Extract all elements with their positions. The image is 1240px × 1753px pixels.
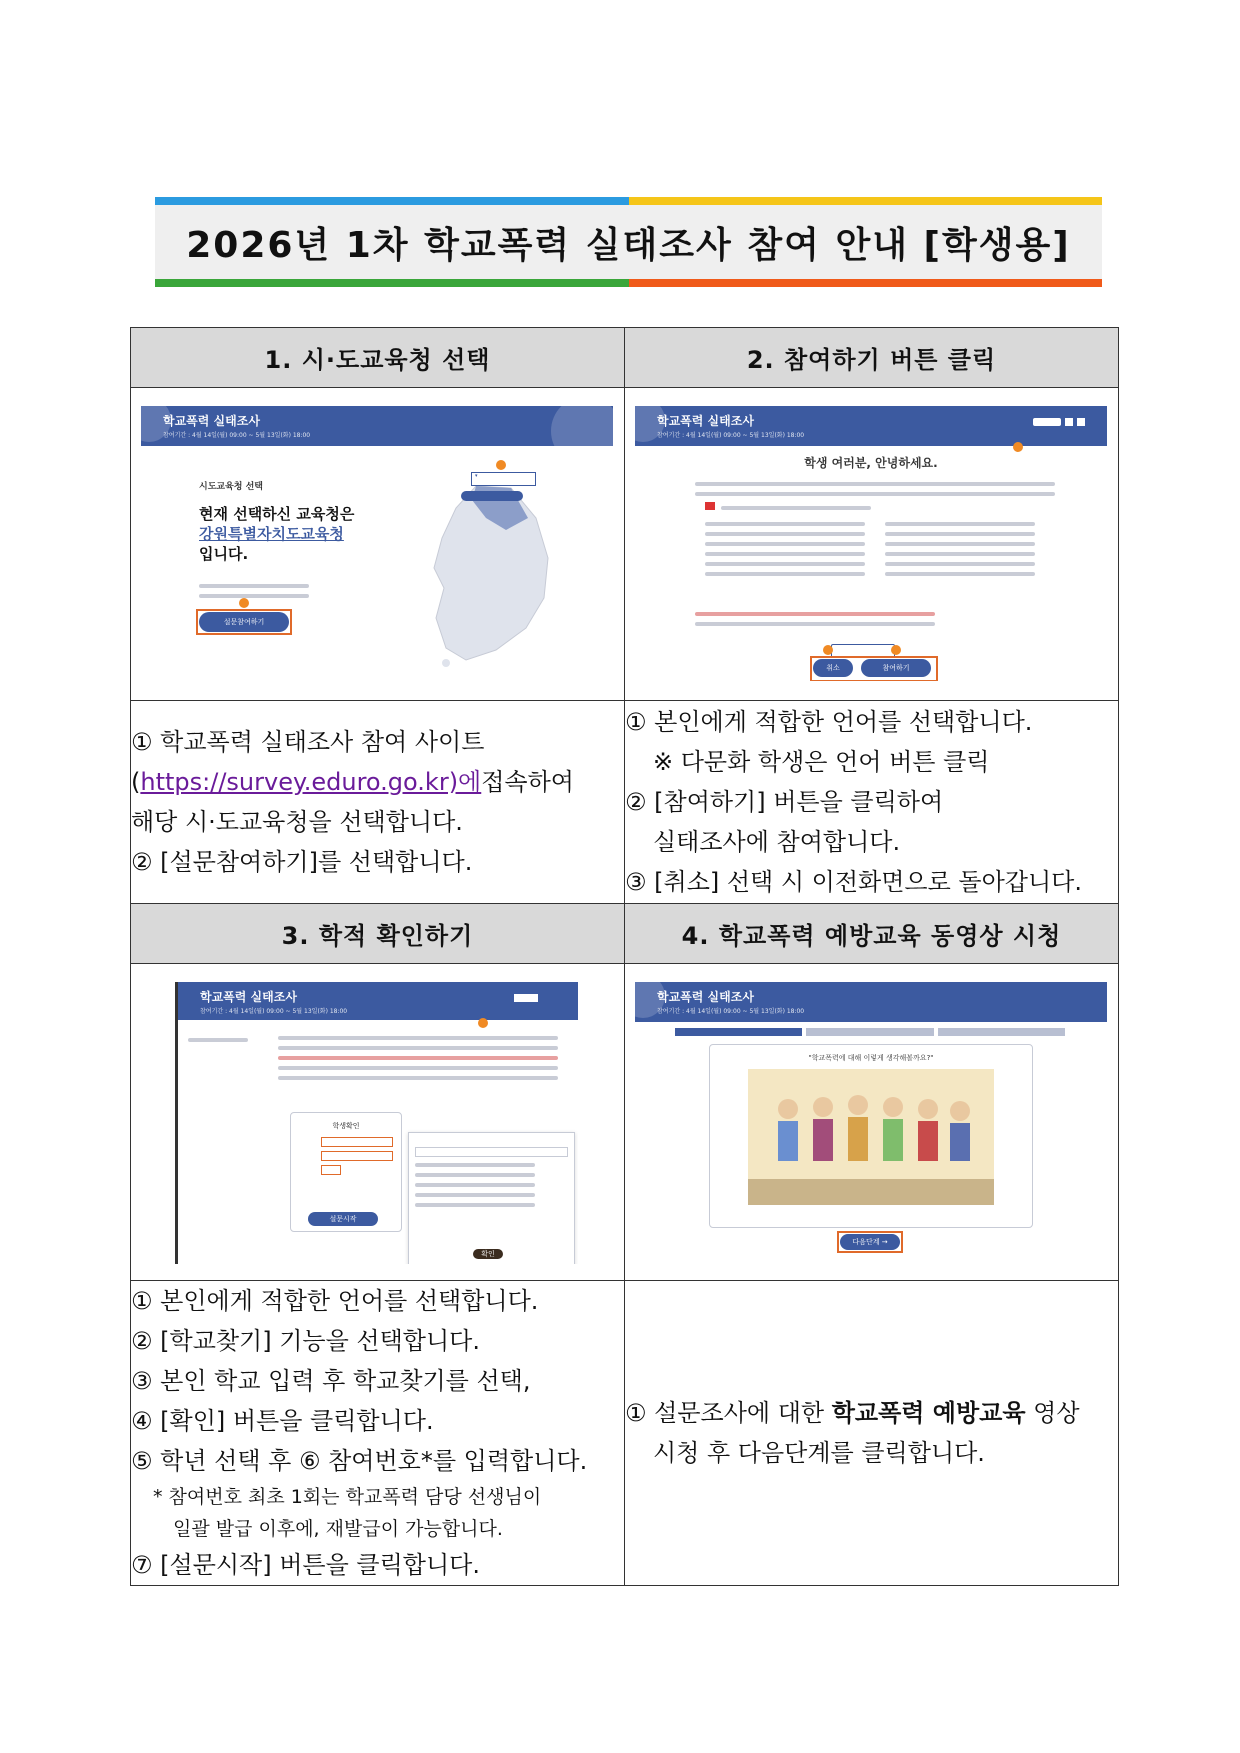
- desc2-line5: ③ [취소] 선택 시 이전화면으로 돌아갑니다.: [625, 868, 1082, 896]
- s1-big-line2: 강원특별자치도교육청: [199, 525, 344, 543]
- desc1-line4: ② [설문참여하기]를 선택합니다.: [131, 848, 473, 876]
- step1-mock-page: 학교폭력 실태조사 참여기간 : 4월 14일(월) 09:00 ~ 5월 13일(화) 18:00 시도교육청 선택 현재 선택하신 교육청은 강원특별자치도교육청 입니다. 설문참여하기 ▾: [141, 406, 613, 681]
- desc3-line3: ③ 본인 학교 입력 후 학교찾기를 선택,: [131, 1367, 531, 1395]
- korea-map-icon: [416, 478, 556, 668]
- desc4-bold: 학교폭력 예방교육: [831, 1399, 1026, 1427]
- step4-screenshot: [625, 964, 1119, 1281]
- banner-bottom-stripe: [155, 279, 1102, 287]
- desc2-line4: 실태조사에 참여합니다.: [653, 828, 901, 856]
- desc1-line1: ① 학교폭력 실태조사 참여 사이트: [131, 728, 485, 756]
- desc3-note1: * 참여번호 최초 1회는 학교폭력 담당 선생님이: [153, 1486, 542, 1508]
- s1-big-line1: 현재 선택하신 교육청은: [199, 505, 355, 523]
- desc1-paren: (: [131, 768, 141, 796]
- s2-participate-button[interactable]: 참여하기: [861, 659, 931, 677]
- step3-screenshot: [131, 964, 625, 1281]
- desc3-line5: ⑤ 학년 선택 후 ⑥ 참여번호*를 입력합니다.: [131, 1447, 588, 1475]
- desc2-line1: ① 본인에게 적합한 언어를 선택합니다.: [625, 708, 1033, 736]
- page-title: 2026년 1차 학교폭력 실태조사 참여 안내 [학생용]: [155, 205, 1102, 279]
- s1-big-line3: 입니다.: [199, 545, 249, 563]
- mock-site-title: 학교폭력 실태조사: [163, 414, 260, 428]
- step1-screenshot: [131, 388, 625, 701]
- s4-next-step-button[interactable]: 다음단계 →: [840, 1234, 900, 1250]
- s3-confirm-button[interactable]: 확인: [473, 1249, 503, 1259]
- step1-description: [131, 701, 625, 904]
- step3-mock-page: 학교폭력 실태조사 참여기간 : 4월 14일(월) 09:00 ~ 5월 13일(화) 18:00 학생확인 설문시작 확인: [175, 982, 578, 1264]
- s1-region-select[interactable]: ▾: [471, 472, 536, 486]
- s4-video-caption: "학교폭력에 대해 이렇게 생각해볼까요?": [808, 1054, 934, 1062]
- desc2-line2: ※ 다문화 학생은 언어 버튼 클릭: [653, 748, 990, 776]
- desc4-line2: 시청 후 다음단계를 클릭합니다.: [653, 1439, 985, 1467]
- mock-site-title-4: 학교폭력 실태조사: [657, 990, 754, 1004]
- step4-description: [625, 1281, 1119, 1586]
- s3-start-button[interactable]: 설문시작: [308, 1212, 378, 1226]
- desc1-line3: 해당 시·도교육청을 선택합니다.: [131, 808, 463, 836]
- step1-header: 1. 시·도교육청 선택: [131, 328, 625, 388]
- step4-header: 4. 학교폭력 예방교육 동영상 시청: [625, 904, 1119, 964]
- title-banner: [155, 197, 1102, 287]
- step4-mock-page: 학교폭력 실태조사 참여기간 : 4월 14일(월) 09:00 ~ 5월 13일(화) 18:00 "학교폭력에 대해 이렇게 생각해볼까요?" 다음단계 →: [635, 982, 1107, 1264]
- desc3-line6: ⑦ [설문시작] 버튼을 클릭합니다.: [131, 1551, 480, 1579]
- s3-code-field[interactable]: [321, 1165, 341, 1175]
- s3-school-field[interactable]: [321, 1137, 393, 1147]
- desc2-line3: ② [참여하기] 버튼을 클릭하여: [625, 788, 944, 816]
- s3-grade-field[interactable]: [321, 1151, 393, 1161]
- step2-screenshot: [625, 388, 1119, 701]
- desc4-post: 영상: [1025, 1399, 1080, 1427]
- mock-site-title-2: 학교폭력 실태조사: [657, 414, 754, 428]
- step3-description: [131, 1281, 625, 1586]
- dance-video-thumbnail-icon[interactable]: [748, 1069, 994, 1205]
- mock-site-title-3: 학교폭력 실태조사: [200, 990, 297, 1004]
- desc3-line1: ① 본인에게 적합한 언어를 선택합니다.: [131, 1287, 539, 1315]
- s3-school-search-popup: [408, 1132, 575, 1264]
- survey-site-link[interactable]: https://survey.eduro.go.kr)에: [140, 768, 482, 796]
- s2-cancel-button[interactable]: 취소: [813, 659, 853, 677]
- banner-top-stripe: [155, 197, 1102, 205]
- s2-greeting: 학생 여러분, 안녕하세요.: [804, 456, 938, 470]
- step2-description: [625, 701, 1119, 904]
- step2-mock-page: 학교폭력 실태조사 참여기간 : 4월 14일(월) 09:00 ~ 5월 13일(화) 18:00 학생 여러분, 안녕하세요. 취소 참여하기: [635, 406, 1107, 681]
- s3-student-box-title: 학생확인: [332, 1122, 360, 1130]
- s1-region-label: 시도교육청 선택: [199, 482, 263, 492]
- desc3-line2: ② [학교찾기] 기능을 선택합니다.: [131, 1327, 480, 1355]
- step3-header: 3. 학적 확인하기: [131, 904, 625, 964]
- desc1-connect: 접속하여: [481, 768, 574, 796]
- s1-participate-button[interactable]: 설문참여하기: [199, 612, 289, 632]
- desc3-line4: ④ [확인] 버튼을 클릭합니다.: [131, 1407, 434, 1435]
- desc4-pre: ① 설문조사에 대한: [625, 1399, 832, 1427]
- step2-header: 2. 참여하기 버튼 클릭: [625, 328, 1119, 388]
- guide-table: [130, 327, 1119, 1586]
- desc3-note2: 일괄 발급 이후에, 재발급이 가능합니다.: [173, 1518, 503, 1540]
